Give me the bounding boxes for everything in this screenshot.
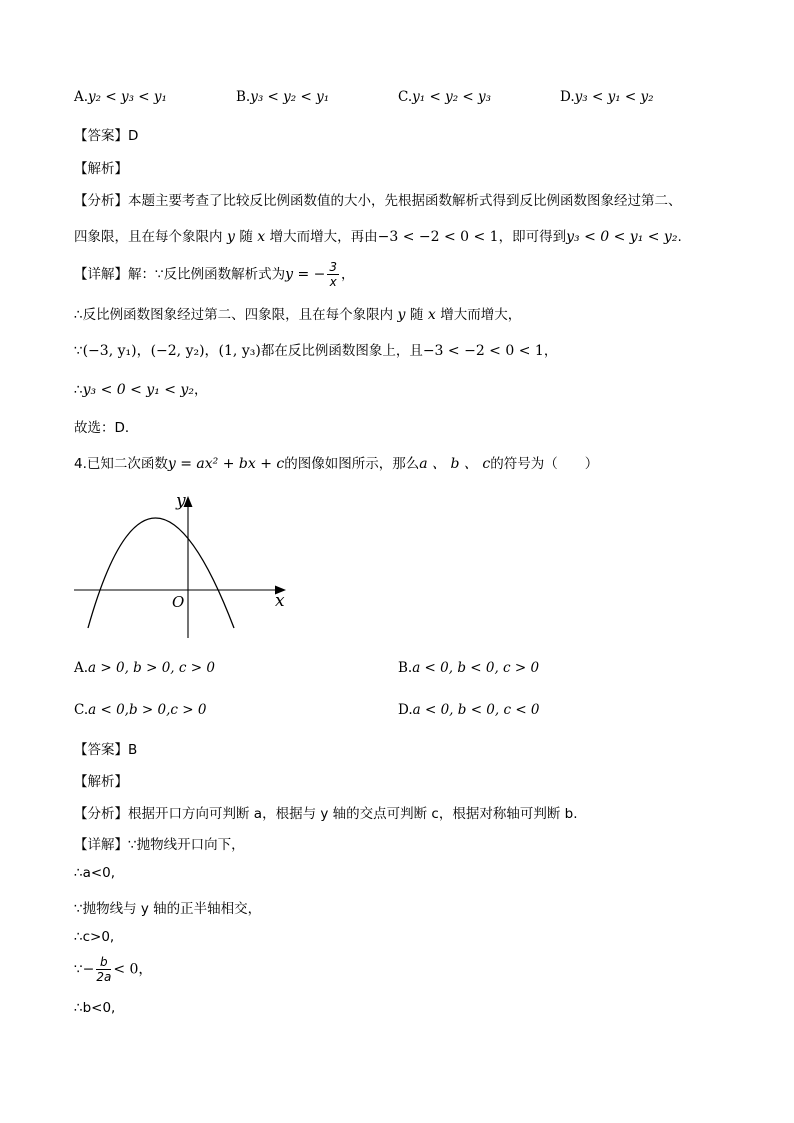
q3-conclusion: 故选：D． (74, 420, 139, 436)
q3-line2: ∴反比例函数图象经过第二、四象限，且在每个象限内 y 随 x 增大而增大， (74, 307, 522, 323)
q3-fenxi-line1 (74, 189, 682, 209)
text: 增大而增大， (440, 307, 522, 323)
option-letter: C. (74, 702, 89, 718)
option-expression: y₁ < y₂ < y₃ (412, 89, 492, 105)
q3-fenxi-line2: 四象限，且在每个象限内 y 随 x 增大而增大，再由−3 < −2 < 0 < 1，即可得到y₃ < 0 < y₁ < y₂. (74, 229, 682, 245)
option-expression: y₃ < y₂ < y₁ (250, 89, 330, 105)
minus-sign: − (82, 961, 95, 978)
q4-analysis-heading: 【解析】 (74, 774, 128, 790)
q3-line4 (74, 378, 207, 398)
fenxi-text: 随 (239, 229, 253, 245)
text: ∴反比例函数图象经过第二、四象限，且在每个象限内 (74, 307, 394, 323)
q3-option-c (398, 89, 491, 105)
inequality-rest: < 0， (113, 961, 153, 978)
option-letter: A. (74, 89, 89, 105)
q4-option-b (398, 660, 539, 676)
option-expression: y₃ < y₁ < y₂ (574, 89, 654, 105)
parabola-graph (60, 488, 300, 648)
result-expression: y₃ < 0 < y₁ < y₂ (566, 229, 678, 245)
function-lhs: y = − (285, 266, 326, 283)
fraction-numerator: 3 (329, 260, 338, 274)
q3-line3 (74, 339, 557, 360)
answer-value: B (128, 742, 138, 758)
option-letter: B. (236, 89, 251, 105)
stem-text: 的图像如图所示，那么 (284, 456, 420, 472)
q4-detail-2: ∴a<0, (74, 865, 116, 881)
q4-stem (74, 452, 598, 473)
fraction (96, 955, 111, 984)
q4-detail-4: ∴c>0, (74, 929, 115, 945)
q4-option-c (74, 702, 206, 718)
fenxi-text: 四象限，且在每个象限内 (74, 229, 223, 245)
option-expression: y₂ < y₃ < y₁ (88, 89, 167, 105)
fenxi-text: 本题主要考查了比较反比例函数值的大小，先根据函数解析式得到反比例函数图象经过第二、 (128, 193, 682, 209)
q3-analysis-heading: 【解析】 (74, 161, 128, 177)
x-axis-label: x (275, 591, 285, 611)
quadratic-expression: y = ax² + bx + c (167, 456, 285, 472)
punctuation: ， (543, 343, 558, 359)
punctuation: ， (341, 266, 355, 283)
inequality: −3 < −2 < 0 < 1 (377, 229, 499, 245)
fenxi-tag: 【分析】 (74, 193, 128, 209)
option-expression: a < 0, b < 0, c > 0 (412, 660, 540, 676)
stem-text: 4.已知二次函数 (74, 456, 168, 472)
q4-fenxi: 【分析】根据开口方向可判断 a，根据与 y 轴的交点可判断 c，根据对称轴可判断 b. (74, 806, 578, 822)
parabola-curve (88, 518, 234, 628)
points-list: (−3, y₁)，(−2, y₂)，(1, y₃) (82, 343, 261, 359)
q3-xiangjie-line1 (74, 260, 355, 289)
option-letter: B. (398, 660, 413, 676)
option-expression: a < 0, b < 0, c < 0 (412, 702, 540, 718)
variables: a 、 b 、 c (419, 456, 491, 472)
option-letter: D. (398, 702, 413, 718)
option-letter: C. (398, 89, 413, 105)
text: 都在反比例函数图象上，且 (260, 343, 423, 359)
q3-option-b (236, 89, 329, 105)
fenxi-text: ，即可得到 (498, 229, 567, 245)
q3-option-d (560, 89, 654, 105)
punctuation: ， (193, 382, 208, 398)
text: 随 (409, 307, 424, 323)
option-letter: D. (560, 89, 575, 105)
inequality: −3 < −2 < 0 < 1 (422, 343, 544, 359)
answer-value: D (128, 128, 139, 144)
answer-tag: 【答案】 (74, 128, 128, 144)
fraction-numerator: b (96, 955, 111, 970)
q4-option-d (398, 702, 540, 718)
origin-label: O (172, 593, 185, 611)
stem-text: 的符号为（ ） (490, 456, 599, 472)
q3-answer (74, 124, 138, 144)
because-symbol: ∵ (74, 961, 83, 978)
option-expression: a < 0,b > 0,c > 0 (88, 702, 207, 718)
q3-option-a (74, 89, 167, 105)
therefore-symbol: ∴ (74, 382, 83, 398)
q4-detail-1: 【详解】∵抛物线开口向下， (74, 837, 245, 853)
fenxi-text: 增大而增大，再由 (269, 229, 378, 245)
fraction-denominator: x (329, 275, 337, 289)
q4-option-a (74, 660, 215, 676)
y-axis-label: y (176, 491, 186, 511)
answer-tag: 【答案】 (74, 742, 128, 758)
period: . (677, 229, 682, 245)
fraction-denominator: 2a (96, 970, 112, 984)
fraction (327, 260, 339, 289)
result-expression: y₃ < 0 < y₁ < y₂ (82, 382, 194, 398)
q4-detail-5 (74, 955, 152, 984)
q4-answer (74, 738, 137, 758)
because-symbol: ∵ (74, 343, 83, 359)
option-expression: a > 0, b > 0, c > 0 (88, 660, 215, 676)
q4-detail-6: ∴b<0, (74, 1000, 116, 1016)
xiangjie-tag: 【详解】 (74, 266, 128, 283)
option-letter: A. (74, 660, 89, 676)
xiangjie-text: 解：∵反比例函数解析式为 (128, 266, 286, 283)
q4-detail-3: ∵抛物线与 y 轴的正半轴相交， (74, 901, 262, 917)
